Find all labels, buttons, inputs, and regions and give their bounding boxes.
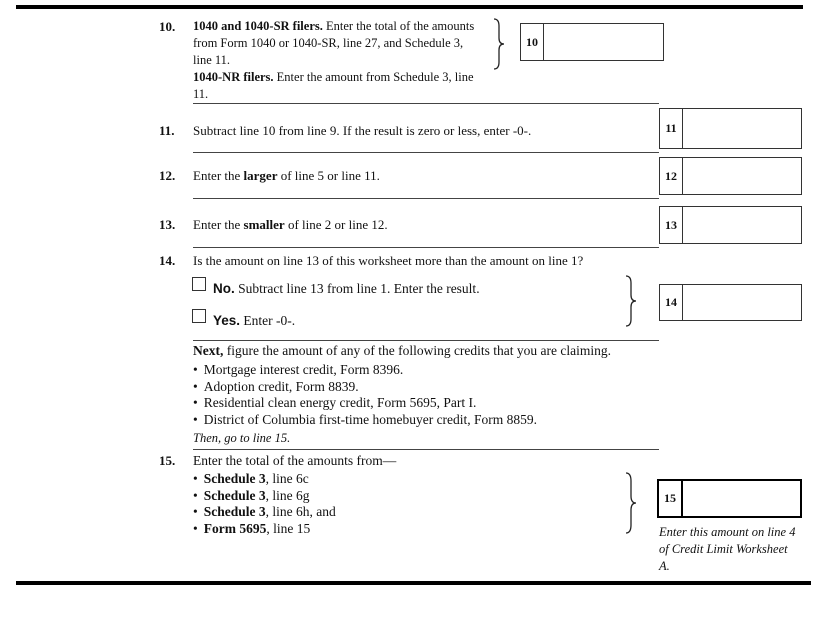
- line-10-brace: [492, 18, 506, 70]
- line-11-box-label: 11: [660, 109, 683, 148]
- line-11-divider: [193, 152, 659, 153]
- line-12-pre: Enter the: [193, 168, 244, 183]
- credit-item: • Adoption credit, Form 8839.: [193, 379, 537, 396]
- source-line: , line 6g: [265, 487, 310, 503]
- line-14-brace: [624, 275, 638, 327]
- line-14-no-option: [213, 281, 480, 297]
- line-13-post: of line 2 or line 12.: [284, 217, 388, 232]
- line-14-yes-option: [213, 313, 295, 329]
- line-13-entry-box[interactable]: [659, 206, 802, 244]
- line-15-text: Enter the total of the amounts from—: [193, 453, 397, 468]
- line-12-number: 12.: [159, 168, 176, 183]
- line-14-no-checkbox[interactable]: [192, 277, 206, 291]
- line-12-post: of line 5 or line 11.: [277, 168, 380, 183]
- line-14-number: 14.: [159, 253, 176, 268]
- line-13-number: 13.: [159, 217, 176, 232]
- line-12-entry-box[interactable]: [659, 157, 802, 195]
- line-10-box-label: 10: [521, 24, 544, 60]
- line-14-yes-text: Enter -0-.: [240, 313, 296, 328]
- credit-item: • District of Columbia first-time homebuyer credit, Form 8859.: [193, 412, 537, 429]
- line-14-entry-box[interactable]: [659, 284, 802, 321]
- line-11-entry-box[interactable]: [659, 108, 802, 149]
- source-line: , line 6h, and: [265, 504, 336, 519]
- line-11-number: 11.: [159, 123, 175, 138]
- source-form: Schedule 3: [203, 504, 266, 519]
- source-form: Form 5695: [203, 520, 267, 536]
- line-14-credits-list: [193, 362, 537, 428]
- line-13-pre: Enter the: [193, 217, 244, 232]
- line-14-no-text: Subtract line 13 from line 1. Enter the result.: [234, 281, 480, 296]
- line-15-entry-box[interactable]: [657, 479, 802, 518]
- source-item: [193, 504, 336, 521]
- line-15-box-label: 15: [659, 481, 683, 516]
- line-14-box-label: 14: [660, 285, 683, 320]
- line-12-text: [193, 167, 380, 184]
- line-15-brace: [624, 472, 638, 534]
- line-15-sources-list: [193, 471, 336, 537]
- line-14-question: Is the amount on line 13 of this worksheet more than the amount on line 1?: [193, 253, 584, 268]
- line-13-text: [193, 216, 388, 233]
- line-10-number: 10.: [159, 19, 176, 34]
- source-line: , line 15: [266, 520, 311, 536]
- line-14-next-bold: Next,: [193, 343, 224, 358]
- bottom-rule: [16, 581, 811, 585]
- line-10-divider: [193, 103, 659, 104]
- source-line: , line 6c: [265, 471, 309, 486]
- line-13-divider: [193, 247, 659, 248]
- line-14-next-instruction: [193, 342, 611, 359]
- line-14-next-text: figure the amount of any of the following credits that you are claiming.: [223, 343, 612, 358]
- line-14-inner-divider: [193, 340, 659, 341]
- line-10-entry-box[interactable]: [520, 23, 664, 61]
- line-10-text: [193, 18, 483, 103]
- line-12-box-label: 12: [660, 158, 683, 194]
- line-13-bold: smaller: [243, 217, 285, 232]
- line-10-filer-1040: 1040 and 1040-SR filers.: [193, 19, 323, 33]
- line-12-bold: larger: [243, 168, 278, 183]
- line-15-number: 15.: [159, 453, 176, 468]
- line-11-text: Subtract line 10 from line 9. If the result is zero or less, enter -0-.: [193, 123, 532, 138]
- line-14-no-label: No.: [213, 281, 235, 296]
- source-form: Schedule 3: [203, 487, 266, 503]
- credit-item: • Mortgage interest credit, Form 8396.: [193, 362, 537, 379]
- line-10-instruction-1040: Enter the total of the amounts from Form 1040 or 1040-SR, line 27, and Schedule 3, line 11.: [193, 19, 475, 67]
- top-rule: [16, 5, 803, 9]
- line-15-note: Enter this amount on line 4 of Credit Limit Worksheet A.: [659, 525, 796, 573]
- line-14-yes-checkbox[interactable]: [192, 309, 206, 323]
- source-item: [193, 471, 336, 488]
- credit-item: • Residential clean energy credit, Form 5695, Part I.: [193, 395, 537, 412]
- line-14-yes-label: Yes.: [213, 313, 241, 328]
- source-item: [193, 488, 336, 505]
- line-13-box-label: 13: [660, 207, 683, 243]
- line-10-filer-1040nr: 1040-NR filers.: [193, 70, 274, 84]
- line-14-then: Then, go to line 15.: [193, 431, 291, 445]
- source-form: Schedule 3: [203, 471, 266, 486]
- line-10-instruction-1040nr: Enter the amount from Schedule 3, line 11.: [193, 70, 474, 101]
- line-12-divider: [193, 198, 659, 199]
- source-item: [193, 521, 336, 538]
- line-14-divider: [193, 449, 659, 450]
